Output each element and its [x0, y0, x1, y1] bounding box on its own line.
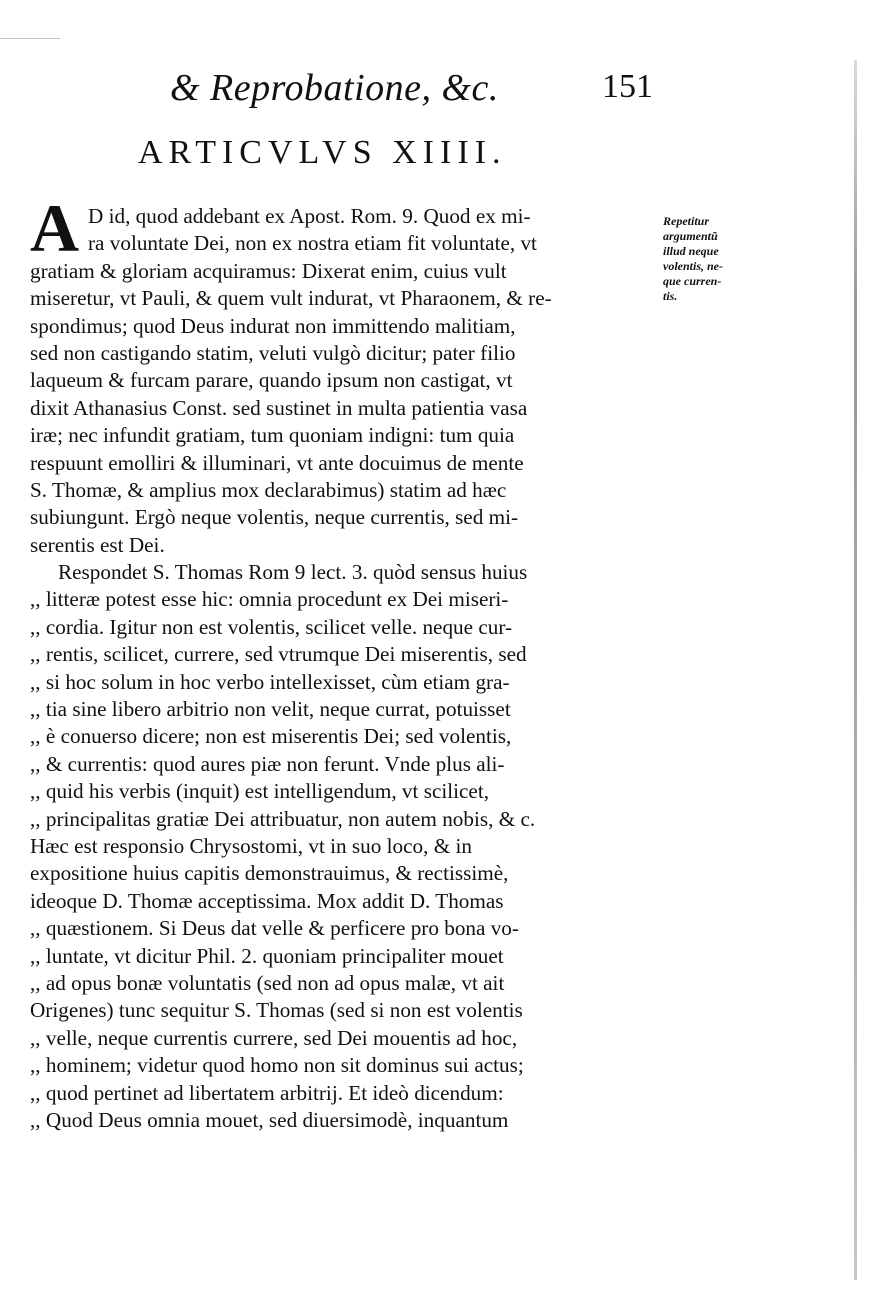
text-line: Hæc est responsio Chrysostomi, vt in suo loco, & in [30, 833, 472, 858]
running-head [170, 66, 690, 112]
text-line: Respondet S. Thomas Rom 9 lect. 3. quòd sensus huius [58, 560, 528, 585]
marginal-note [663, 214, 771, 304]
text-line: spondimus; quod Deus indurat non immittendo malitiam, [30, 313, 516, 338]
scan-artifact-right-edge [854, 60, 857, 1280]
marginal-note-line: Repetitur [663, 214, 710, 228]
text-line: ,, litteræ potest esse hic: omnia procedunt ex Dei miseri- [30, 587, 509, 612]
text-line: ,, tia sine libero arbitrio non velit, neque currat, potuisset [30, 697, 511, 722]
text-line: sed non castigando statim, veluti vulgò dicitur; pater filio [30, 340, 516, 365]
text-line: ,, ad opus bonæ voluntatis (sed non ad opus malæ, vt ait [30, 970, 505, 995]
text-line: ,, luntate, vt dicitur Phil. 2. quoniam principaliter mouet [30, 943, 504, 968]
text-line: laqueum & furcam parare, quando ipsum non castigat, vt [30, 368, 513, 393]
running-title: & Reprobatione, &c. [170, 67, 499, 109]
text-line: ,, quid his verbis (inquit) est intelligendum, vt scilicet, [30, 779, 489, 804]
text-line: ,, quæstionem. Si Deus dat velle & perficere pro bona vo- [30, 916, 519, 941]
text-line: Origenes) tunc sequitur S. Thomas (sed si non est volentis [30, 998, 523, 1023]
text-line: respuunt emolliri & illuminari, vt ante docuimus de mente [30, 450, 524, 475]
text-line: ra voluntate Dei, non ex nostra etiam fit voluntate, vt [88, 231, 537, 256]
page-number: 151 [602, 68, 653, 105]
text-line: ,, & currentis: quod aures piæ non ferunt. Vnde plus ali- [30, 751, 505, 776]
marginal-note-line: argumentũ [663, 229, 718, 243]
text-line: S. Thomæ, & amplius mox declarabimus) statim ad hæc [30, 477, 507, 502]
text-line: ,, rentis, scilicet, currere, sed vtrumque Dei miserentis, sed [30, 642, 527, 667]
text-line: iræ; nec infundit gratiam, tum quoniam indigni: tum quia [30, 423, 515, 448]
marginal-note-line: illud neque [663, 244, 719, 258]
text-line: ,, si hoc solum in hoc verbo intellexisset, cùm etiam gra- [30, 669, 510, 694]
text-line: subiungunt. Ergò neque volentis, neque currentis, sed mi- [30, 505, 519, 530]
marginal-note-line: tis. [663, 289, 678, 303]
text-line: miseretur, vt Pauli, & quem vult indurat, vt Pharaonem, & re- [30, 286, 552, 311]
marginal-note-line: que curren- [663, 274, 722, 288]
scan-artifact-top [0, 38, 60, 39]
drop-cap: A [30, 190, 80, 266]
text-line: ,, Quod Deus omnia mouet, sed diuersimodè, inquantum [30, 1107, 509, 1132]
text-line: serentis est Dei. [30, 532, 165, 557]
text-line: ,, cordia. Igitur non est volentis, scilicet velle. neque cur- [30, 614, 513, 639]
text-line: ideoque D. Thomæ acceptissima. Mox addit D. Thomas [30, 888, 504, 913]
marginal-note-line: volentis, ne- [663, 259, 723, 273]
text-line: ,, hominem; videtur quod homo non sit dominus sui actus; [30, 1053, 524, 1078]
text-line: ,, quod pertinet ad libertatem arbitrij. Et ideò dicendum: [30, 1080, 504, 1105]
text-line: ,, principalitas gratiæ Dei attribuatur, non autem nobis, & c. [30, 806, 536, 831]
text-line: dixit Athanasius Const. sed sustinet in multa patientia vasa [30, 395, 528, 420]
text-line: ,, velle, neque currentis currere, sed Dei mouentis ad hoc, [30, 1025, 518, 1050]
text-line: expositione huius capitis demonstrauimus, & rectissimè, [30, 861, 509, 886]
text-line: D id, quod addebant ex Apost. Rom. 9. Quod ex mi- [88, 204, 531, 228]
article-heading: ARTICVLVS XIIII. [138, 134, 507, 171]
body-text [30, 203, 670, 1134]
text-line: gratiam & gloriam acquiramus: Dixerat enim, cuius vult [30, 258, 507, 283]
text-line: ,, è conuerso dicere; non est miserentis Dei; sed volentis, [30, 724, 512, 749]
